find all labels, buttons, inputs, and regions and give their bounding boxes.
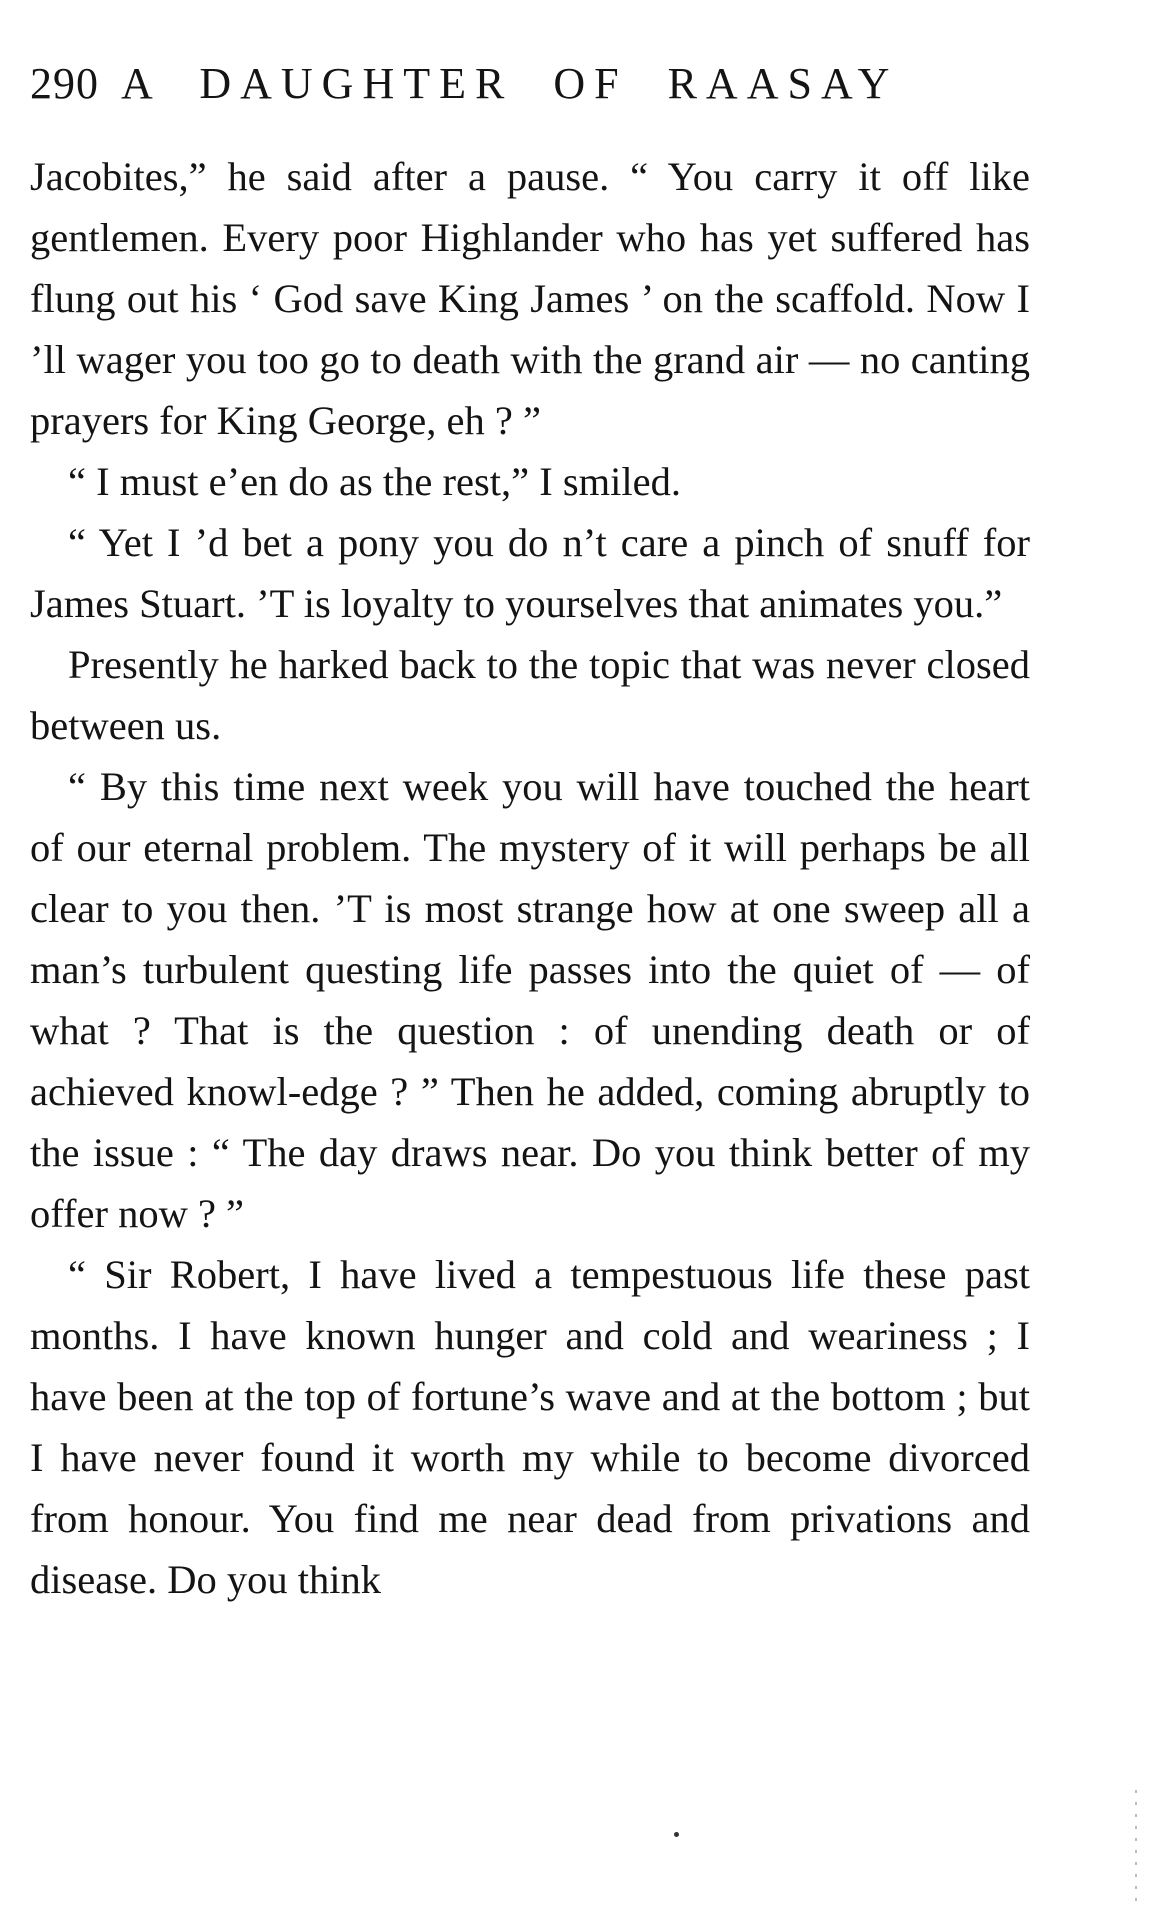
- paragraph: “ I must e’en do as the rest,” I smiled.: [68, 459, 681, 504]
- paragraph: Jacobites,” he said after a pause. “ You carry it off like gentlemen. Every poor Highlander who has yet suffered has flung out his ‘ God save King James ’ on the scaffold. Now I ’ll wager you too go to death with the grand air — no canting prayers for King George, eh ? ”: [30, 154, 1030, 443]
- paragraph: Presently he harked back to the topic that was never closed between us.: [30, 642, 1030, 748]
- paragraph: “ Sir Robert, I have lived a tempestuous life these past months. I have known hunger and cold and weariness ; I have been at the top of fortune’s wave and at the bottom ; but I have never found it worth my while to become divorced from honour. You find me near dead from privations and disease. Do you think: [30, 1252, 1030, 1602]
- paragraph: “ By this time next week you will have touched the heart of our eternal problem. The mystery of it will perhaps be all clear to you then. ’T is most strange how at one sweep all a man’s turbulent questing life passes into the quiet of — of what ? That is the question : of unending death or of achieved knowl-edge ? ” Then he added, coming abruptly to the issue : “ The day draws near. Do you think better of my offer now ? ”: [30, 764, 1030, 1236]
- running-head: [30, 58, 1030, 128]
- page-edge-marks: [1135, 1790, 1137, 1910]
- paragraph: “ Yet I ’d bet a pony you do n’t care a pinch of snuff for James Stuart. ’T is loyalty to yourselves that animates you.”: [30, 520, 1030, 626]
- book-title: A DAUGHTER OF RAASAY: [121, 59, 899, 108]
- book-page: [30, 58, 1030, 1610]
- ink-speck: [674, 1832, 679, 1837]
- body-text: [30, 146, 1030, 1610]
- page-number: 290: [30, 59, 99, 108]
